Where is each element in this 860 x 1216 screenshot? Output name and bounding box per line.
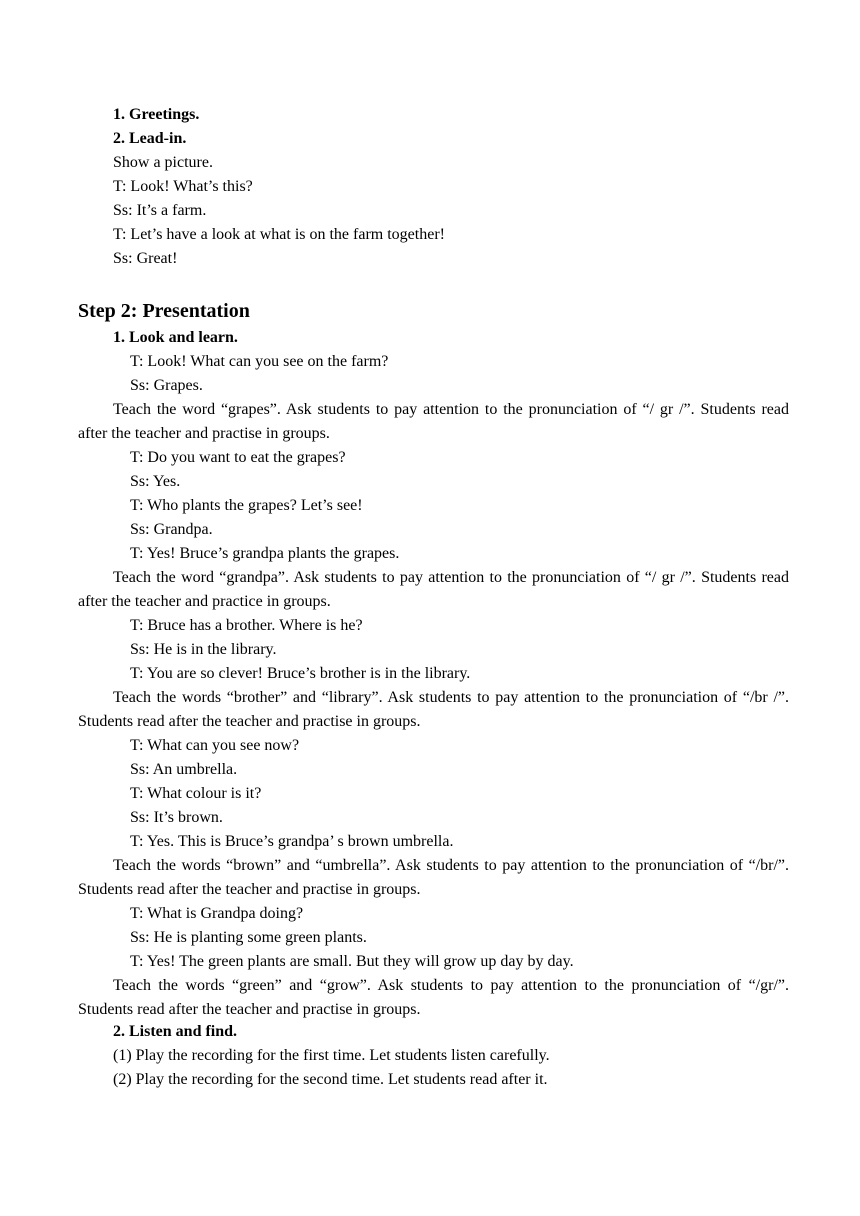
listen-find-heading: 2. Listen and find.: [113, 1023, 238, 1040]
dialogue-line: T: Yes. This is Bruce’s grandpa’ s brown umbrella.: [130, 833, 454, 850]
leadin-heading: 2. Lead-in.: [113, 130, 187, 147]
look-learn-heading: 1. Look and learn.: [113, 329, 238, 346]
dialogue-line: T: What can you see now?: [130, 737, 300, 754]
instruction-paragraph: Teach the words “green” and “grow”. Ask students to pay attention to the pronunciation of “/gr/”. Students read after the teacher and practise in groups.: [78, 977, 789, 1018]
dialogue-line: Ss: It’s brown.: [130, 809, 223, 826]
instruction-paragraph: Teach the words “brother” and “library”. Ask students to pay attention to the pronunciation of “/br /”. Students read after the teacher and practise in groups.: [78, 689, 789, 730]
dialogue-line: T: What is Grandpa doing?: [130, 905, 304, 922]
dialogue-line: Ss: Grapes.: [130, 377, 203, 394]
instruction-paragraph: Teach the word “grapes”. Ask students to pay attention to the pronunciation of “/ gr /”. Students read after the teacher and practise in groups.: [78, 401, 789, 442]
step2-heading: Step 2: Presentation: [78, 300, 250, 322]
dialogue-line: T: Bruce has a brother. Where is he?: [130, 617, 363, 634]
dialogue-line: T: Look! What can you see on the farm?: [130, 353, 389, 370]
dialogue-line: Ss: An umbrella.: [130, 761, 238, 778]
dialogue-line: T: What colour is it?: [130, 785, 262, 802]
dialogue-line: T: Let’s have a look at what is on the farm together!: [113, 226, 445, 243]
dialogue-line: Ss: Great!: [113, 250, 178, 267]
instruction-paragraph: Teach the word “grandpa”. Ask students to pay attention to the pronunciation of “/ gr /”. Students read after the teacher and practice in groups.: [78, 569, 789, 610]
dialogue-line: T: You are so clever! Bruce’s brother is in the library.: [130, 665, 471, 682]
greetings-heading: 1. Greetings.: [113, 106, 200, 123]
instruction-paragraph: Teach the words “brown” and “umbrella”. Ask students to pay attention to the pronunciation of “/br/”. Students read after the teacher and practise in groups.: [78, 857, 789, 898]
dialogue-line: Ss: Yes.: [130, 473, 181, 490]
text-line: (2) Play the recording for the second time. Let students read after it.: [113, 1071, 548, 1088]
dialogue-line: T: Yes! The green plants are small. But they will grow up day by day.: [130, 953, 574, 970]
text-line: (1) Play the recording for the first time. Let students listen carefully.: [113, 1047, 550, 1064]
dialogue-line: Ss: It’s a farm.: [113, 202, 207, 219]
dialogue-line: T: Do you want to eat the grapes?: [130, 449, 346, 466]
dialogue-line: Ss: Grandpa.: [130, 521, 213, 538]
dialogue-line: Ss: He is in the library.: [130, 641, 277, 658]
dialogue-line: T: Yes! Bruce’s grandpa plants the grapes.: [130, 545, 400, 562]
dialogue-line: T: Look! What’s this?: [113, 178, 253, 195]
dialogue-line: Ss: He is planting some green plants.: [130, 929, 367, 946]
text-line: Show a picture.: [113, 154, 213, 171]
dialogue-line: T: Who plants the grapes? Let’s see!: [130, 497, 363, 514]
